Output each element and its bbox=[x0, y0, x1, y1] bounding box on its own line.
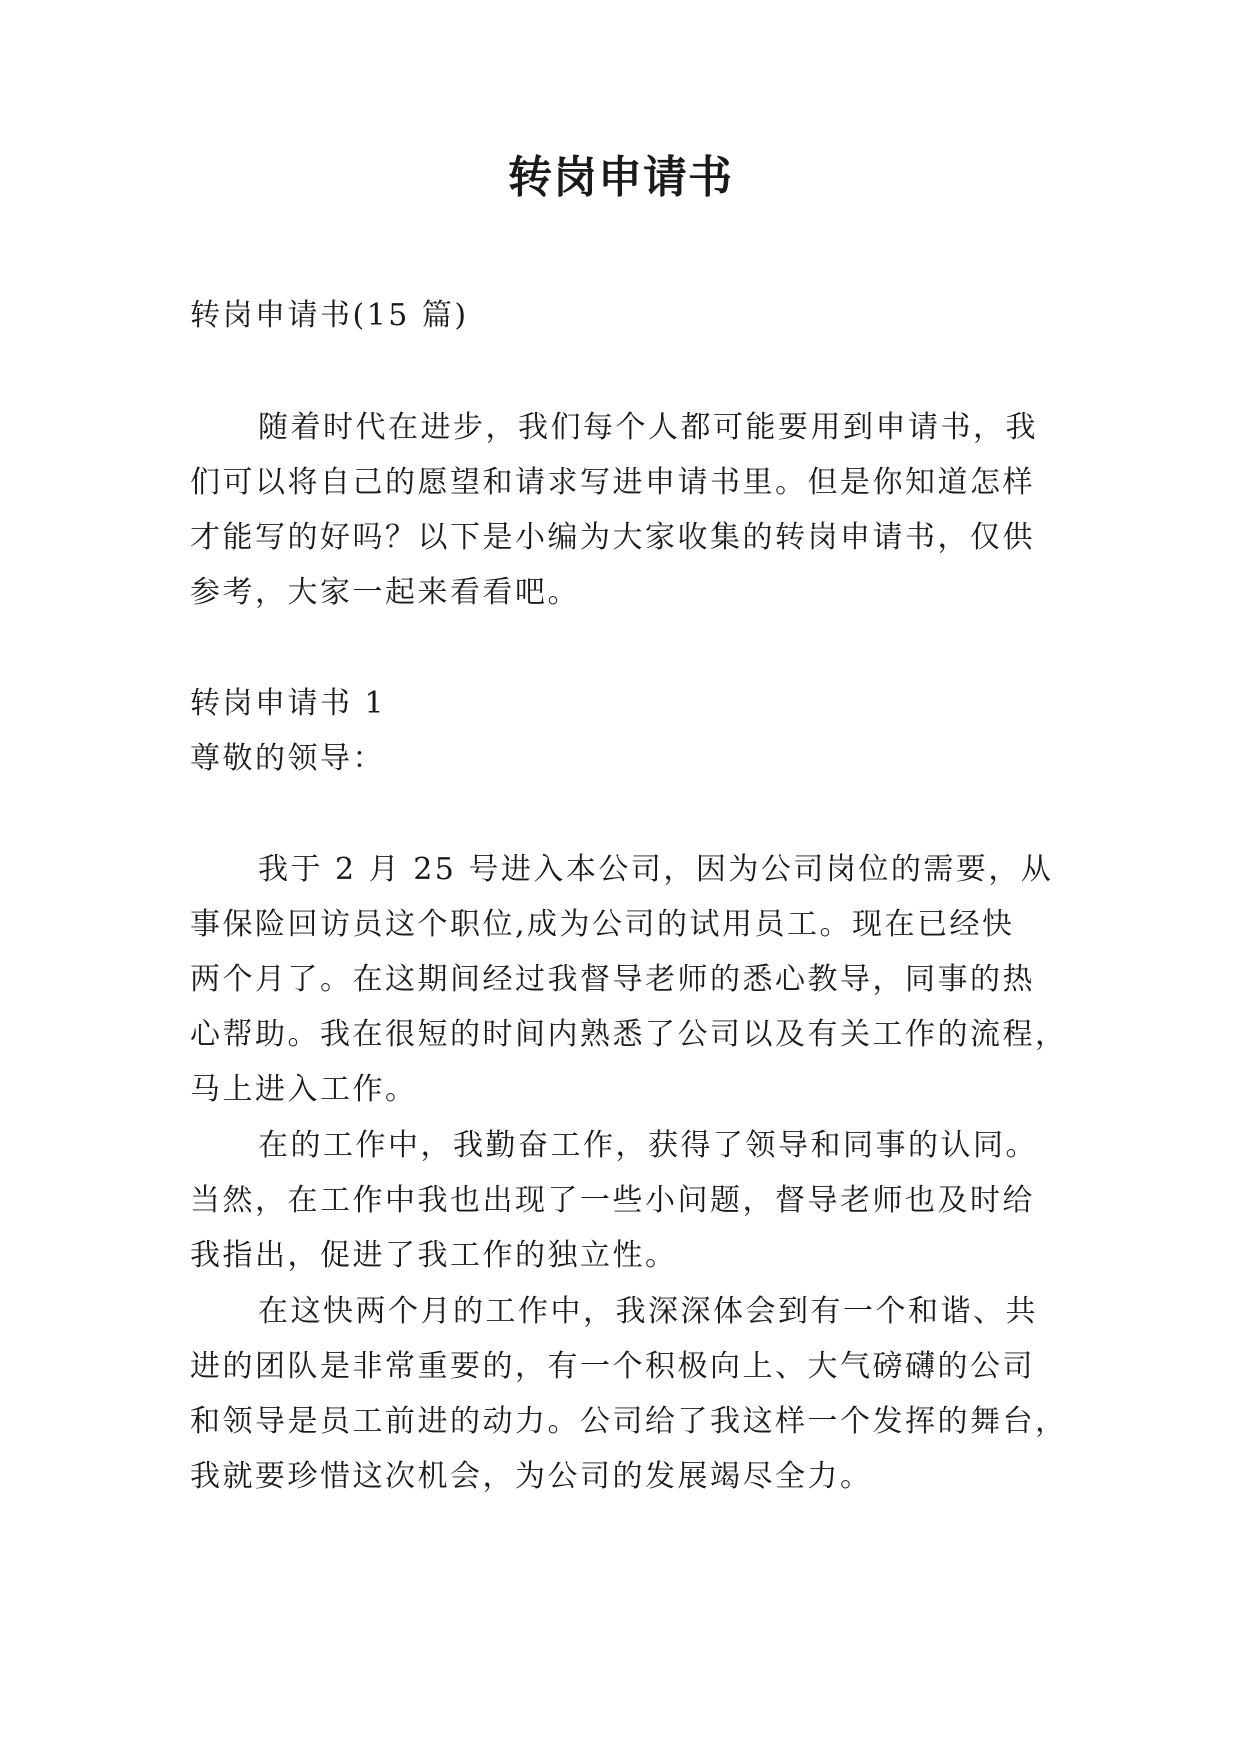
paragraph-line: 我就要珍惜这次机会，为公司的发展竭尽全力。 bbox=[190, 1459, 873, 1494]
paragraph-line: 进的团队是非常重要的，有一个积极向上、大气磅礴的公司 bbox=[190, 1349, 1035, 1384]
document-title: 转岗申请书 bbox=[508, 152, 733, 203]
paragraph-line: 和领导是员工前进的动力。公司给了我这样一个发挥的舞台， bbox=[190, 1404, 1068, 1439]
intro-line: 才能写的好吗？以下是小编为大家收集的转岗申请书，仅供 bbox=[190, 520, 1035, 555]
salutation: 尊敬的领导： bbox=[190, 741, 385, 776]
intro-line: 们可以将自己的愿望和请求写进申请书里。但是你知道怎样 bbox=[190, 465, 1035, 500]
paragraph-line: 在的工作中，我勤奋工作，获得了领导和同事的认同。 bbox=[258, 1128, 1038, 1163]
paragraph-line: 两个月了。在这期间经过我督导老师的悉心教导，同事的热 bbox=[190, 962, 1035, 997]
paragraph-line: 心帮助。我在很短的时间内熟悉了公司以及有关工作的流程， bbox=[190, 1017, 1068, 1052]
paragraph-line: 马上进入工作。 bbox=[190, 1072, 418, 1107]
intro-line: 参考，大家一起来看看吧。 bbox=[190, 575, 580, 610]
paragraph-line: 我指出，促进了我工作的独立性。 bbox=[190, 1238, 678, 1273]
paragraph-line: 我于 2 月 25 号进入本公司，因为公司岗位的需要，从 bbox=[258, 852, 1054, 887]
document-subtitle: 转岗申请书(15 篇) bbox=[190, 298, 469, 333]
paragraph-line: 在这快两个月的工作中，我深深体会到有一个和谐、共 bbox=[258, 1294, 1038, 1329]
intro-line: 随着时代在进步，我们每个人都可能要用到申请书，我 bbox=[258, 410, 1038, 445]
paragraph-line: 当然，在工作中我也出现了一些小问题，督导老师也及时给 bbox=[190, 1183, 1035, 1218]
paragraph-line: 事保险回访员这个职位,成为公司的试用员工。现在已经快 bbox=[190, 907, 1015, 942]
section-heading: 转岗申请书 1 bbox=[190, 686, 387, 721]
